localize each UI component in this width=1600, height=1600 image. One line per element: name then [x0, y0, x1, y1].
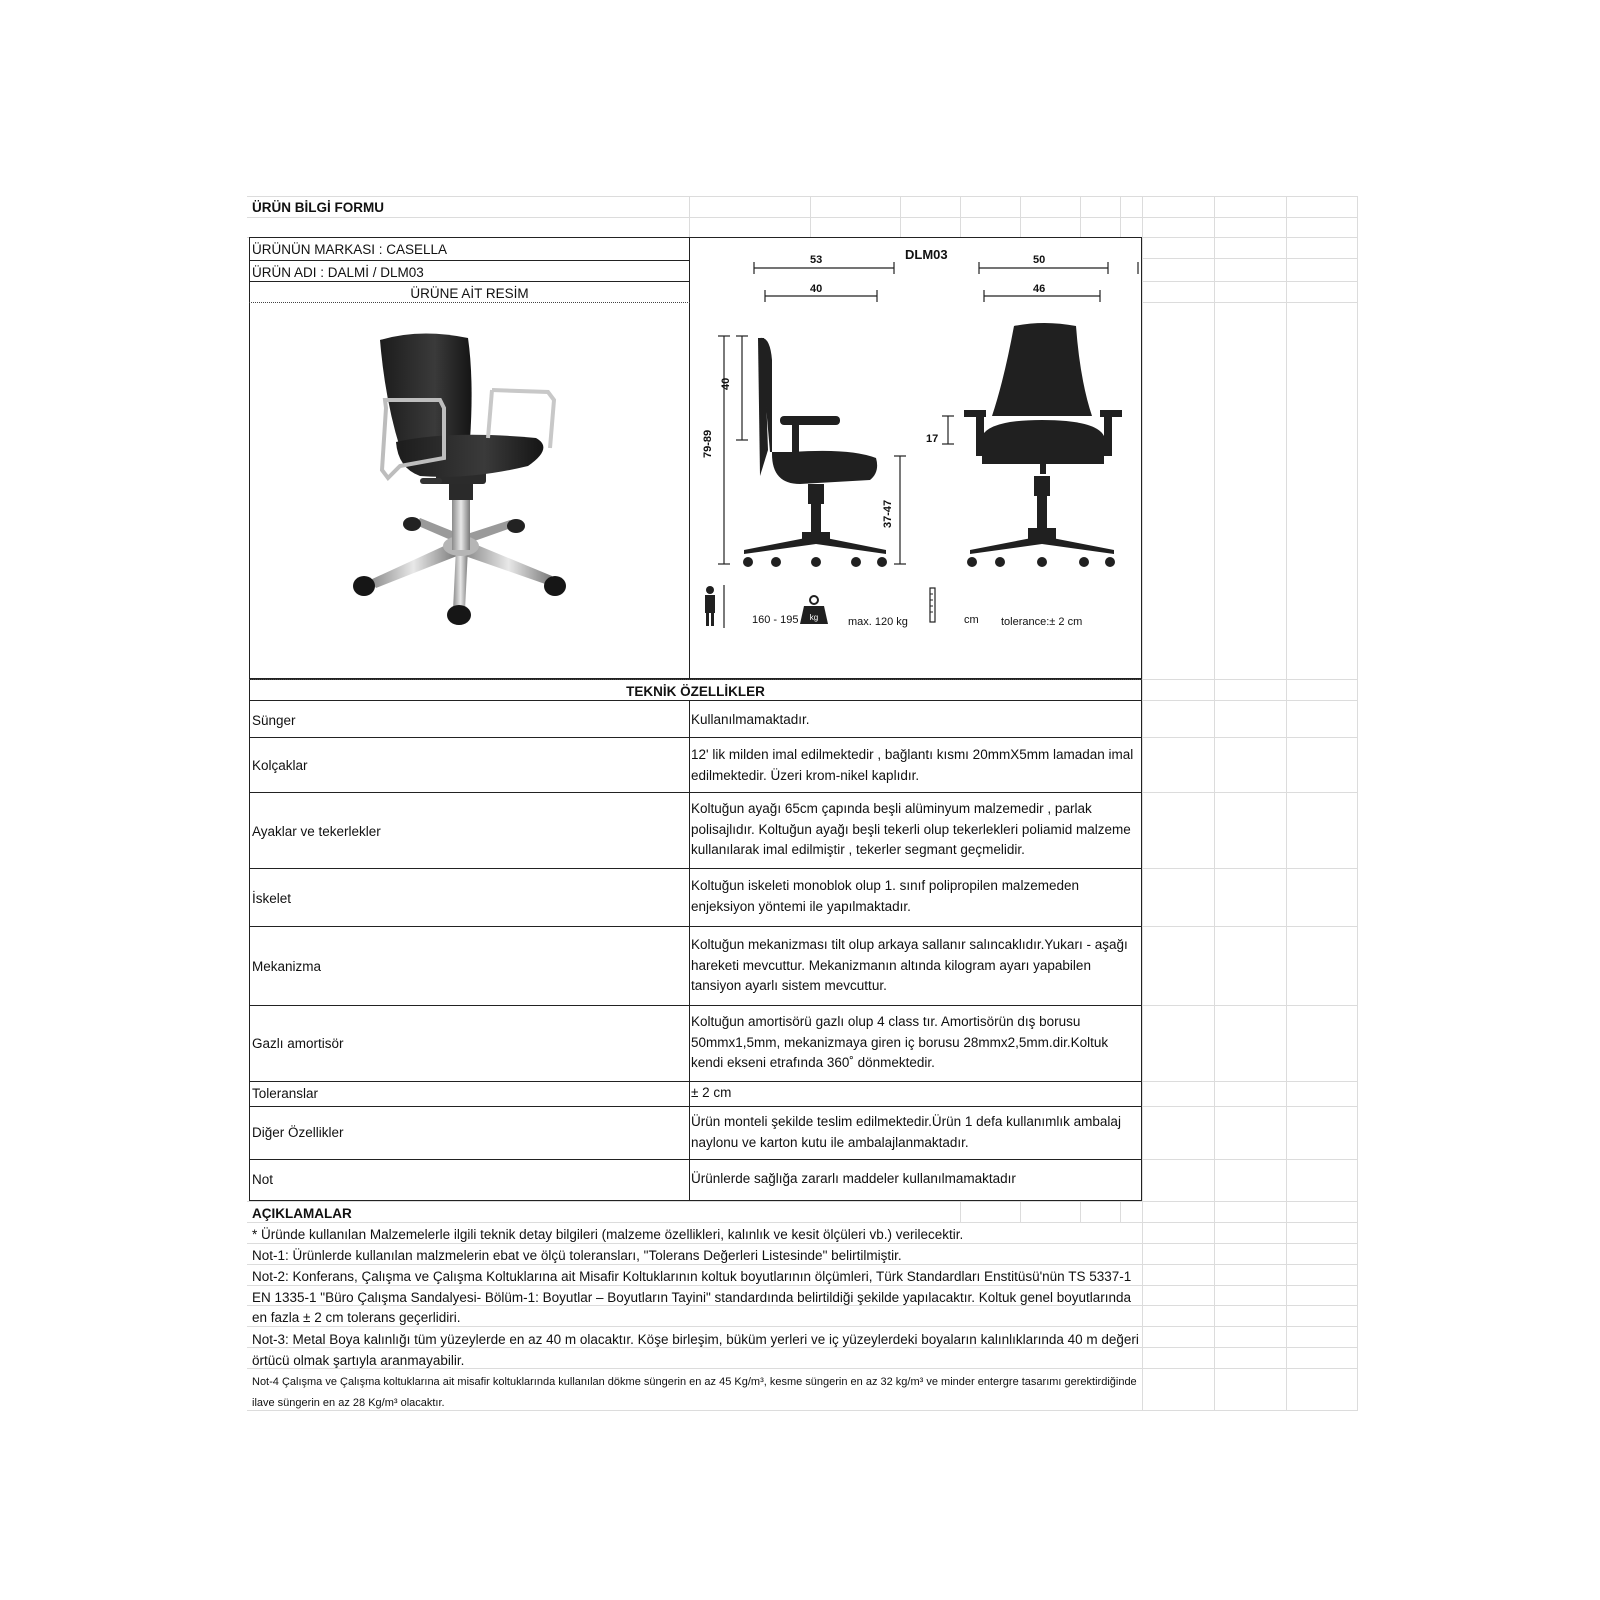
dim-total-height: 79-89 — [702, 429, 714, 458]
note-item: Not-2: Konferans, Çalışma ve Çalışma Koltuklarına ait Misafir Koltuklarının koltuk boyutlarının ölçümleri, Türk Standardları Enstitüsü'nün TS 5337-1 EN 1335-1 "Büro Çalışma Sandalyesi- Bölüm-1: Boyutlar – Boyutların Tayini" standardında belirtildiği şekilde yapılacaktır. Koltuk genel boyutlarında en fazla ± 2 cm tolerans geçerlidiri. — [252, 1269, 1132, 1325]
product-name-field: ÜRÜN ADI : DALMİ / DLM03 — [252, 265, 424, 280]
note-item: Not-1: Ürünlerde kullanılan malzmelerin ebat ve ölçü toleransları, "Tolerans Değerleri Listesinde" belirtilmiştir. — [252, 1248, 902, 1263]
tolerance-label: tolerance:± 2 cm — [1001, 616, 1083, 628]
svg-text:kg: kg — [809, 613, 819, 622]
dim-seat-width: 46 — [1033, 283, 1046, 295]
spec-value: Ürün monteli şekilde teslim edilmektedir.Ürün 1 defa kullanımlık ambalaj naylonu ve karton kutu ile ambalajlanmaktadır. — [691, 1114, 1121, 1150]
spec-label: Toleranslar — [252, 1086, 319, 1101]
technical-drawing — [700, 240, 1140, 660]
user-height-range: 160 - 195 — [752, 614, 799, 626]
spec-value: Koltuğun mekanizması tilt olup arkaya sallanır salıncaklıdır.Yukarı - aşağı hareketi mevcuttur. Mekanizmanın altında kilogram ayarı yapabilen tansiyon ayarlı sistem mevcuttur. — [691, 937, 1128, 993]
spec-label: Gazlı amortisör — [252, 1036, 344, 1051]
spec-value: 12' lik milden imal edilmektedir , bağlantı kısmı 20mmX5mm lamadan imal edilmektedir. Üzeri krom-nikel kaplıdır. — [691, 747, 1134, 783]
product-image-label: ÜRÜNE AİT RESİM — [410, 286, 529, 301]
spec-label: Sünger — [252, 713, 296, 728]
note-item: Not-4 Çalışma ve Çalışma koltuklarına ait misafir koltuklarında kullanılan dökme süngerin en az 45 Kg/m³, kesme süngerin en az 32 kg/m³ ve minder entergre tasarımı gerektirdiğinde ilave süngerin en az 28 Kg/m³ olacaktır. — [252, 1376, 1137, 1409]
note-item: * Üründe kullanılan Malzemelerle ilgili teknik detay bilgileri (malzeme özellikleri, kalınlık ve kesit ölçüleri vb.) verilecektir. — [252, 1227, 964, 1242]
dim-seat-height: 37-47 — [882, 499, 894, 528]
spec-value: Koltuğun iskeleti monoblok olup 1. sınıf polipropilen malzemeden enjeksiyon yöntemi ile yapılmaktadır. — [691, 878, 1079, 914]
spec-label: Kolçaklar — [252, 758, 308, 773]
dim-backrest-height: 40 — [720, 377, 732, 390]
spec-label: İskelet — [252, 891, 292, 906]
ruler-icon — [930, 588, 935, 622]
person-icon — [705, 585, 724, 628]
spec-value: ± 2 cm — [691, 1085, 732, 1100]
notes-title: AÇIKLAMALAR — [252, 1206, 352, 1221]
spec-value: Kullanılmamaktadır. — [691, 712, 810, 727]
dim-depth-overall: 53 — [810, 254, 823, 266]
note-item: Not-3: Metal Boya kalınlığı tüm yüzeylerde en az 40 m olacaktır. Köşe birleşim, büküm yerleri ve iç yüzeylerdeki boyaların kalınlıklarında 40 m değeri örtücü olmak şartıyla aranmayabilir. — [252, 1332, 1139, 1368]
dim-seat-depth: 40 — [810, 283, 823, 295]
chair-photo — [340, 330, 585, 646]
spec-value: Koltuğun amortisörü gazlı olup 4 class tır. Amortisörün dış borusu 50mmx1,5mm, mekanizmaya giren iç borusu 28mmx2,5mm.dir.Koltuk kendi ekseni etrafında 360˚ dönmektedir. — [691, 1014, 1109, 1070]
weight-icon — [800, 596, 828, 624]
spec-label: Ayaklar ve tekerlekler — [252, 824, 381, 839]
spec-label: Diğer Özellikler — [252, 1125, 344, 1140]
form-title: ÜRÜN BİLGİ FORMU — [252, 200, 384, 215]
model-code: DLM03 — [905, 247, 948, 262]
unit-label: cm — [964, 614, 979, 626]
spec-value: Koltuğun ayağı 65cm çapında beşli alüminyum malzemedir , parlak polisajlıdır. Koltuğun ayağı beşli tekerli olup tekerlekleri poliamid malzeme kullanılarak imal edilmiştir , tekerler segmant geçmelidir. — [691, 801, 1131, 857]
spec-value: Ürünlerde sağlığa zararlı maddeler kullanılmamaktadır — [691, 1171, 1016, 1186]
spec-table-title: TEKNİK ÖZELLİKLER — [626, 684, 765, 699]
spec-label: Not — [252, 1172, 274, 1187]
max-load: max. 120 kg — [848, 616, 908, 628]
dim-armrest-height: 17 — [926, 433, 939, 445]
spec-label: Mekanizma — [252, 959, 322, 974]
header-divider — [689, 237, 690, 679]
dim-width-overall: 50 — [1033, 254, 1046, 266]
brand-field: ÜRÜNÜN MARKASI : CASELLA — [252, 242, 448, 257]
